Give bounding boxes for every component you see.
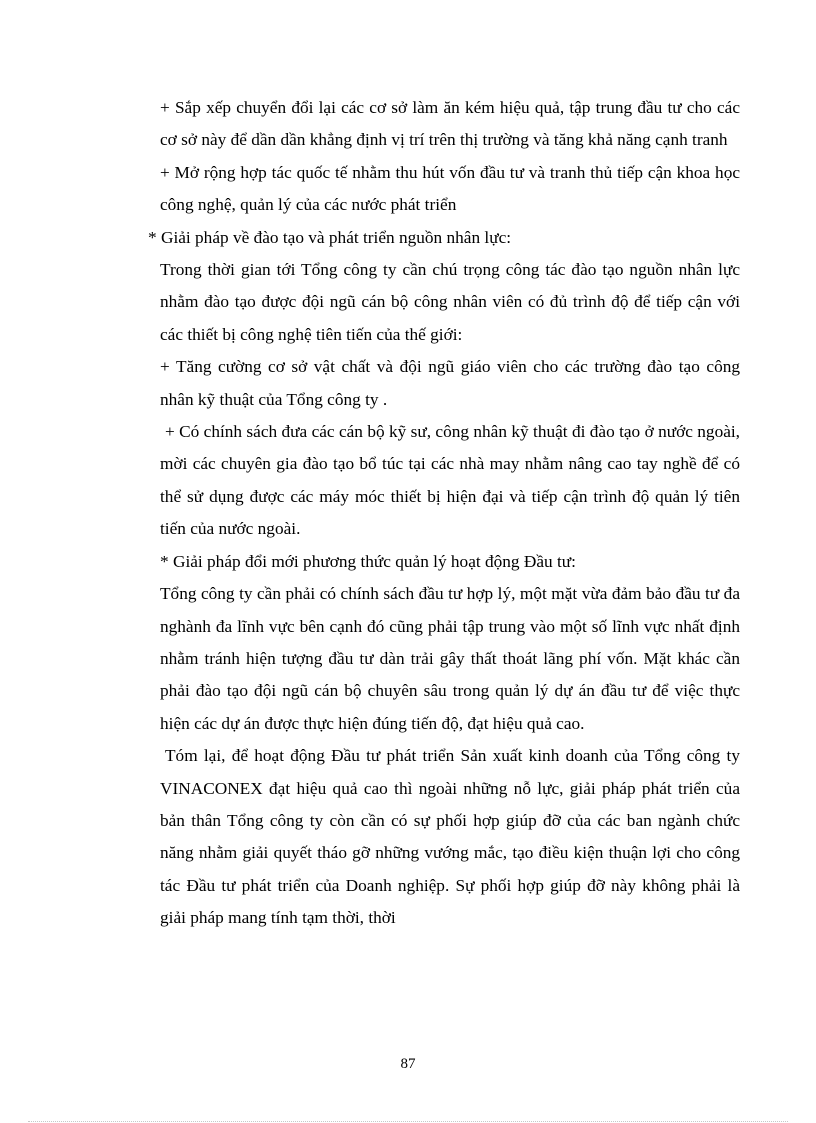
paragraph-restructure: + Sắp xếp chuyển đổi lại các cơ sở làm ăn kém hiệu quả, tập trung đầu tư cho các cơ sở này để dần dần khẳng định vị trí trên thị trường và tăng khả năng cạnh tranh [160, 98, 740, 150]
paragraph-training-intro: Trong thời gian tới Tổng công ty cần chú trọng công tác đào tạo nguồn nhân lực nhằm đào tạo được đội ngũ cán bộ công nhân viên có đủ trình độ để tiếp cận với các thiết bị công nghệ tiên tiến của thế giới: [160, 260, 740, 344]
page-number: 87 [400, 1056, 416, 1072]
body-text [148, 92, 740, 935]
page-bottom-rule [28, 1121, 788, 1122]
paragraph-international-cooperation: + Mở rộng hợp tác quốc tế nhằm thu hút vốn đầu tư và tranh thủ tiếp cận khoa học công nghệ, quản lý của các nước phát triển [160, 162, 740, 215]
paragraph-conclusion: Tóm lại, để hoạt động Đầu tư phát triển Sản xuất kinh doanh của Tổng công ty VINACONEX đạt hiệu quả cao thì ngoài những nỗ lực, giải pháp phát triển của bản thân Tổng công ty còn cần có sự phối hợp giúp đỡ của các ban ngành chức năng nhằm giải quyết tháo gỡ những vướng mắc, tạo điều kiện thuận lợi cho công tác Đầu tư phát triển của Doanh nghiệp. Sự phối hợp giúp đỡ này không phải là giải pháp mang tính tạm thời, thời [160, 746, 740, 928]
heading-training-solution: * Giải pháp về đào tạo và phát triển nguồn nhân lực: [148, 227, 512, 247]
paragraph-investment-policy: Tổng công ty cần phải có chính sách đầu tư hợp lý, một mặt vừa đảm bảo đầu tư đa nghành đa lĩnh vực bên cạnh đó cũng phải tập trung vào một số lĩnh vực nhất định nhằm tránh hiện tượng đầu tư dàn trải gây thất thoát lãng phí vốn. Mặt khác cần phải đào tạo đội ngũ cán bộ chuyên sâu trong quản lý dự án đầu tư để việc thực hiện các dự án được thực hiện đúng tiến độ, đạt hiệu quả cao. [160, 584, 740, 733]
paragraph-overseas-training: + Có chính sách đưa các cán bộ kỹ sư, công nhân kỹ thuật đi đào tạo ở nước ngoài, mời các chuyên gia đào tạo bổ túc tại các nhà may nhằm nâng cao tay nghề để có thể sử dụng được các máy móc thiết bị hiện đại và tiếp cận trình độ quản lý tiên tiến của nước ngoài. [160, 422, 740, 539]
paragraph-facilities: + Tăng cường cơ sở vật chất và đội ngũ giáo viên cho các trường đào tạo công nhân kỹ thuật của Tổng công ty . [160, 357, 740, 409]
heading-management-solution: * Giải pháp đổi mới phương thức quản lý hoạt động Đầu tư: [160, 551, 576, 571]
